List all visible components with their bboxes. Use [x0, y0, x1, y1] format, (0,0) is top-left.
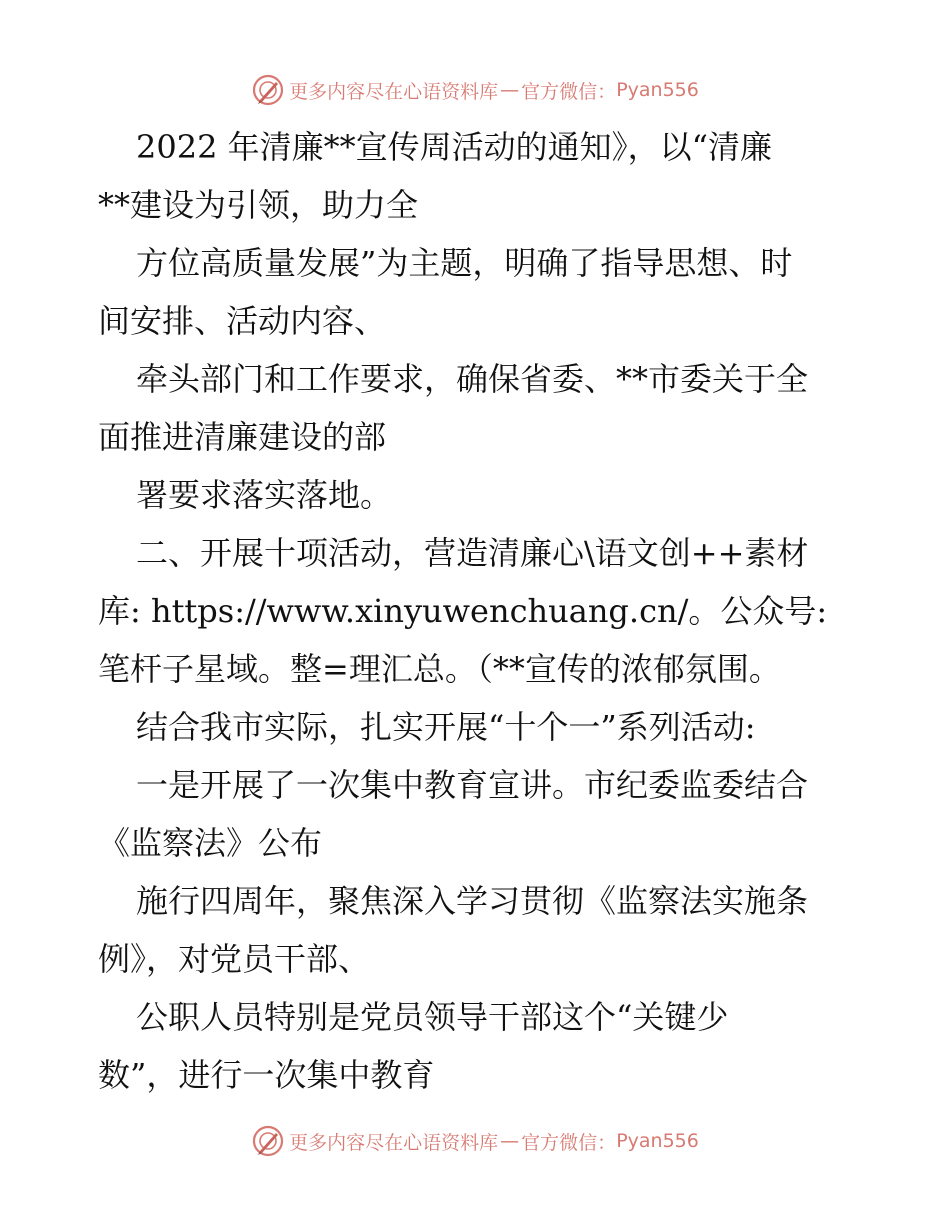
text-line: 《监察法》公布	[98, 824, 323, 862]
text-line: 面推进清廉建设的部	[98, 418, 387, 456]
banner-separator: —	[500, 79, 520, 101]
text-line: 笔杆子星域。整=理汇总。（**宣传的浓郁氛围。	[98, 650, 781, 688]
text-line: 结合我市实际，扎实开展“十个一”系列活动:	[136, 708, 756, 746]
pen-logo-icon	[251, 1124, 285, 1158]
text-line: 施行四周年，聚焦深入学习贯彻《监察法实施条	[136, 882, 809, 920]
banner-wechat-id: Pyan556	[616, 79, 699, 101]
footer-banner	[0, 1121, 950, 1161]
header-banner	[0, 70, 950, 110]
text-line: 公职人员特别是党员领导干部这个“关键少	[136, 998, 729, 1036]
text-line: 2022 年清廉**宣传周活动的通知》，以“清廉	[136, 128, 772, 166]
banner-separator: —	[500, 1130, 520, 1152]
text-line: 方位高质量发展”为主题，明确了指导思想、时	[136, 244, 793, 282]
text-line: 署要求落实落地。	[136, 476, 393, 514]
text-line: 一是开展了一次集中教育宣讲。市纪委监委结合	[136, 766, 809, 804]
text-line: 库: https://www.xinyuwenchuang.cn/。公众号:	[98, 592, 828, 630]
text-line: **建设为引领，助力全	[98, 186, 419, 224]
text-line: 牵头部门和工作要求，确保省委、**市委关于全	[136, 360, 809, 398]
banner-main-text: 更多内容尽在心语资料库	[289, 1131, 499, 1154]
text-line: 例》，对党员干部、	[98, 940, 371, 978]
text-line: 数”，进行一次集中教育	[98, 1056, 435, 1094]
text-line: 二、开展十项活动，营造清廉心\语文创++素材	[136, 534, 809, 572]
body-text	[98, 118, 878, 1104]
banner-main-text: 更多内容尽在心语资料库	[289, 80, 499, 103]
banner-wechat-id: Pyan556	[616, 1130, 699, 1152]
banner-wechat-label: 官方微信：	[521, 80, 617, 103]
pen-logo-icon	[251, 73, 285, 107]
text-line: 间安排、活动内容、	[98, 302, 387, 340]
banner-wechat-label: 官方微信：	[521, 1131, 617, 1154]
